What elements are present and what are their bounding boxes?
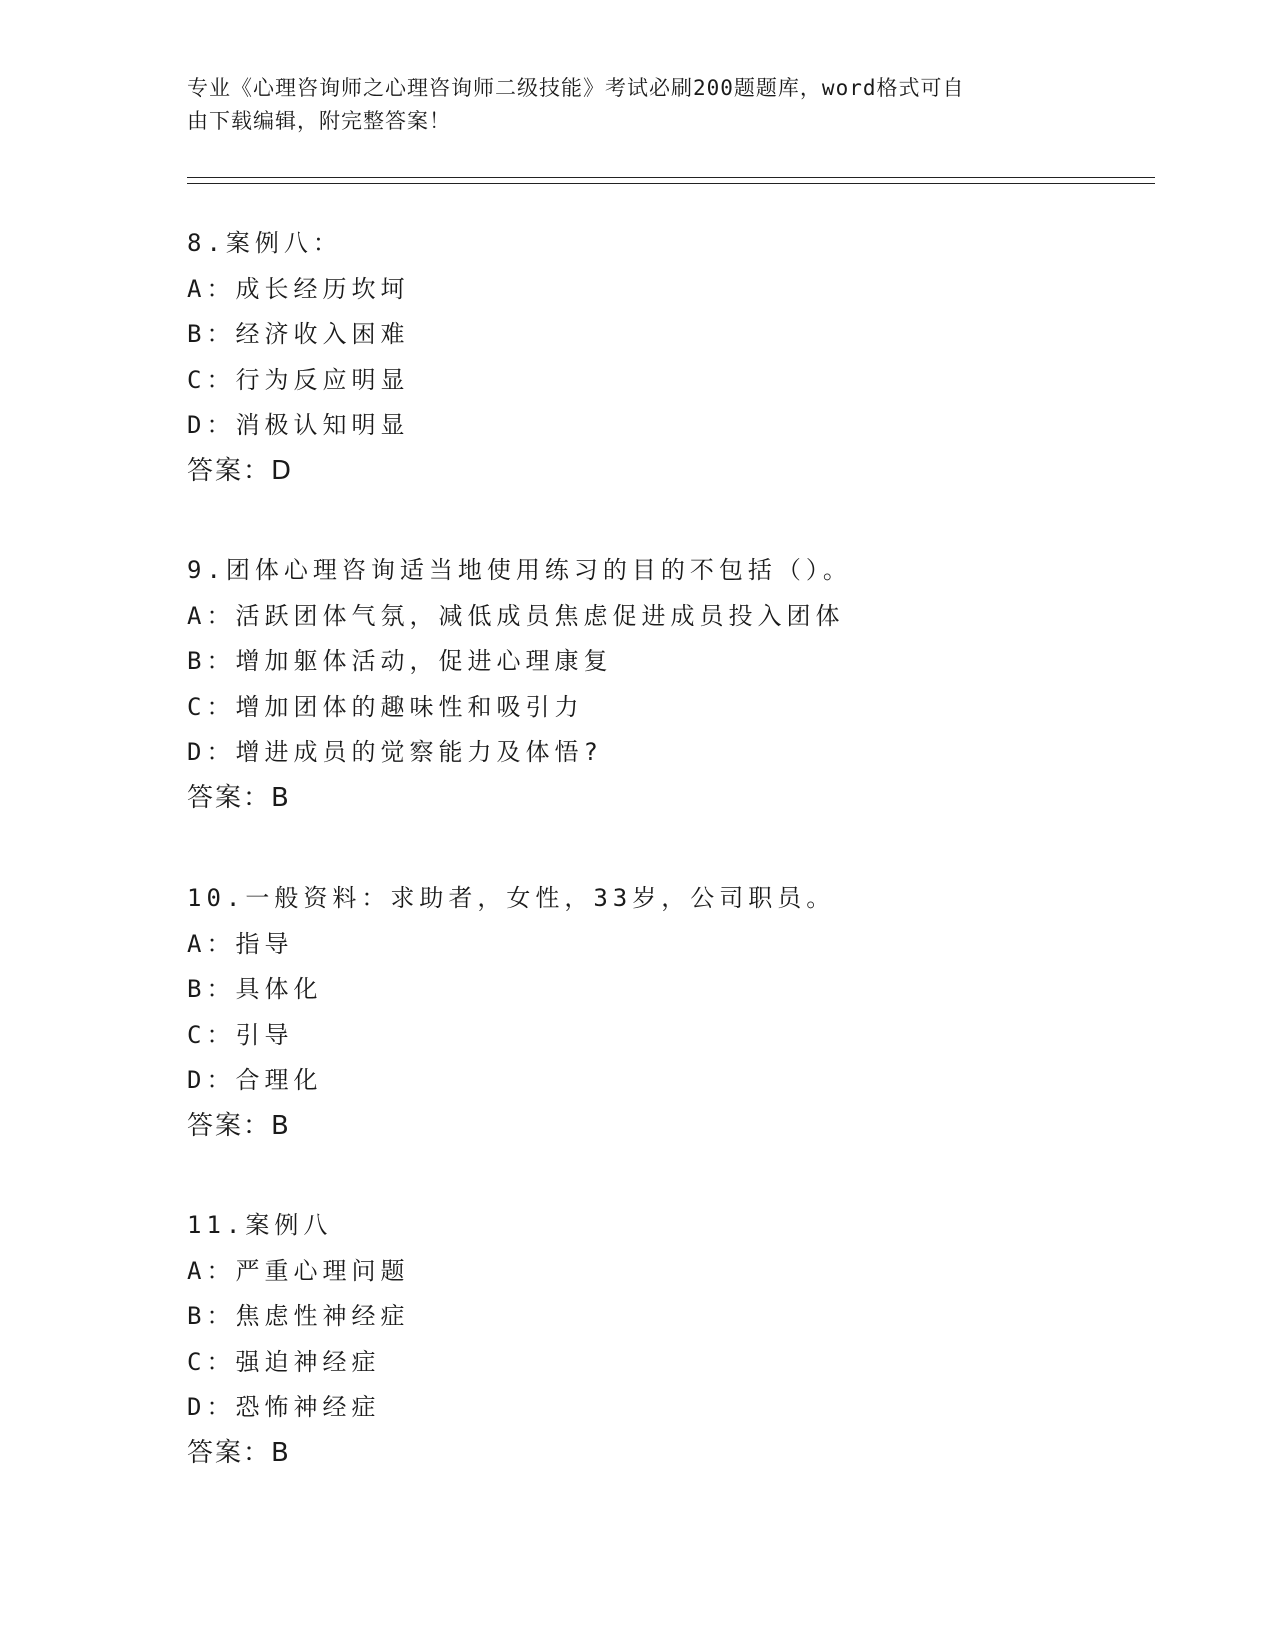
answer-line: 答案：B bbox=[187, 782, 291, 813]
option-d: D：消极认知明显 bbox=[187, 411, 410, 439]
option-b: B：增加躯体活动，促进心理康复 bbox=[187, 647, 613, 675]
header-divider-top bbox=[187, 177, 1155, 178]
option-c: C：行为反应明显 bbox=[187, 365, 410, 394]
option-a: A：成长经历坎坷 bbox=[187, 274, 410, 303]
question-11 bbox=[187, 1203, 1167, 1476]
option-a: A：活跃团体气氛，减低成员焦虑促进成员投入团体 bbox=[187, 601, 845, 630]
option-d: D：增进成员的觉察能力及体悟? bbox=[187, 738, 603, 766]
question-stem: 10.一般资料：求助者，女性，33岁，公司职员。 bbox=[187, 884, 836, 912]
header-divider-bottom bbox=[187, 183, 1155, 184]
option-b: B：具体化 bbox=[187, 975, 323, 1003]
question-stem: 8.案例八： bbox=[187, 229, 342, 257]
option-c: C：增加团体的趣味性和吸引力 bbox=[187, 692, 584, 721]
option-d: D：恐怖神经症 bbox=[187, 1393, 381, 1421]
header-line-2: 由下载编辑，附完整答案！ bbox=[187, 109, 451, 133]
answer-line: 答案：B bbox=[187, 1437, 291, 1468]
option-b: B：经济收入困难 bbox=[187, 320, 410, 348]
question-10 bbox=[187, 876, 1167, 1149]
header-line-1: 专业《心理咨询师之心理咨询师二级技能》考试必刷200题题库，word格式可自 bbox=[187, 76, 965, 100]
question-8 bbox=[187, 221, 1167, 494]
question-9 bbox=[187, 548, 1167, 821]
answer-line: 答案：B bbox=[187, 1110, 291, 1141]
option-b: B：焦虑性神经症 bbox=[187, 1302, 410, 1330]
question-stem: 11.案例八 bbox=[187, 1211, 333, 1239]
answer-line: 答案：D bbox=[187, 455, 294, 486]
option-c: C：强迫神经症 bbox=[187, 1347, 381, 1376]
document-header bbox=[187, 72, 1067, 138]
option-a: A：严重心理问题 bbox=[187, 1256, 410, 1285]
option-d: D：合理化 bbox=[187, 1066, 323, 1094]
option-c: C：引导 bbox=[187, 1020, 294, 1049]
option-a: A：指导 bbox=[187, 929, 294, 958]
question-stem: 9.团体心理咨询适当地使用练习的目的不包括（）。 bbox=[187, 556, 852, 584]
